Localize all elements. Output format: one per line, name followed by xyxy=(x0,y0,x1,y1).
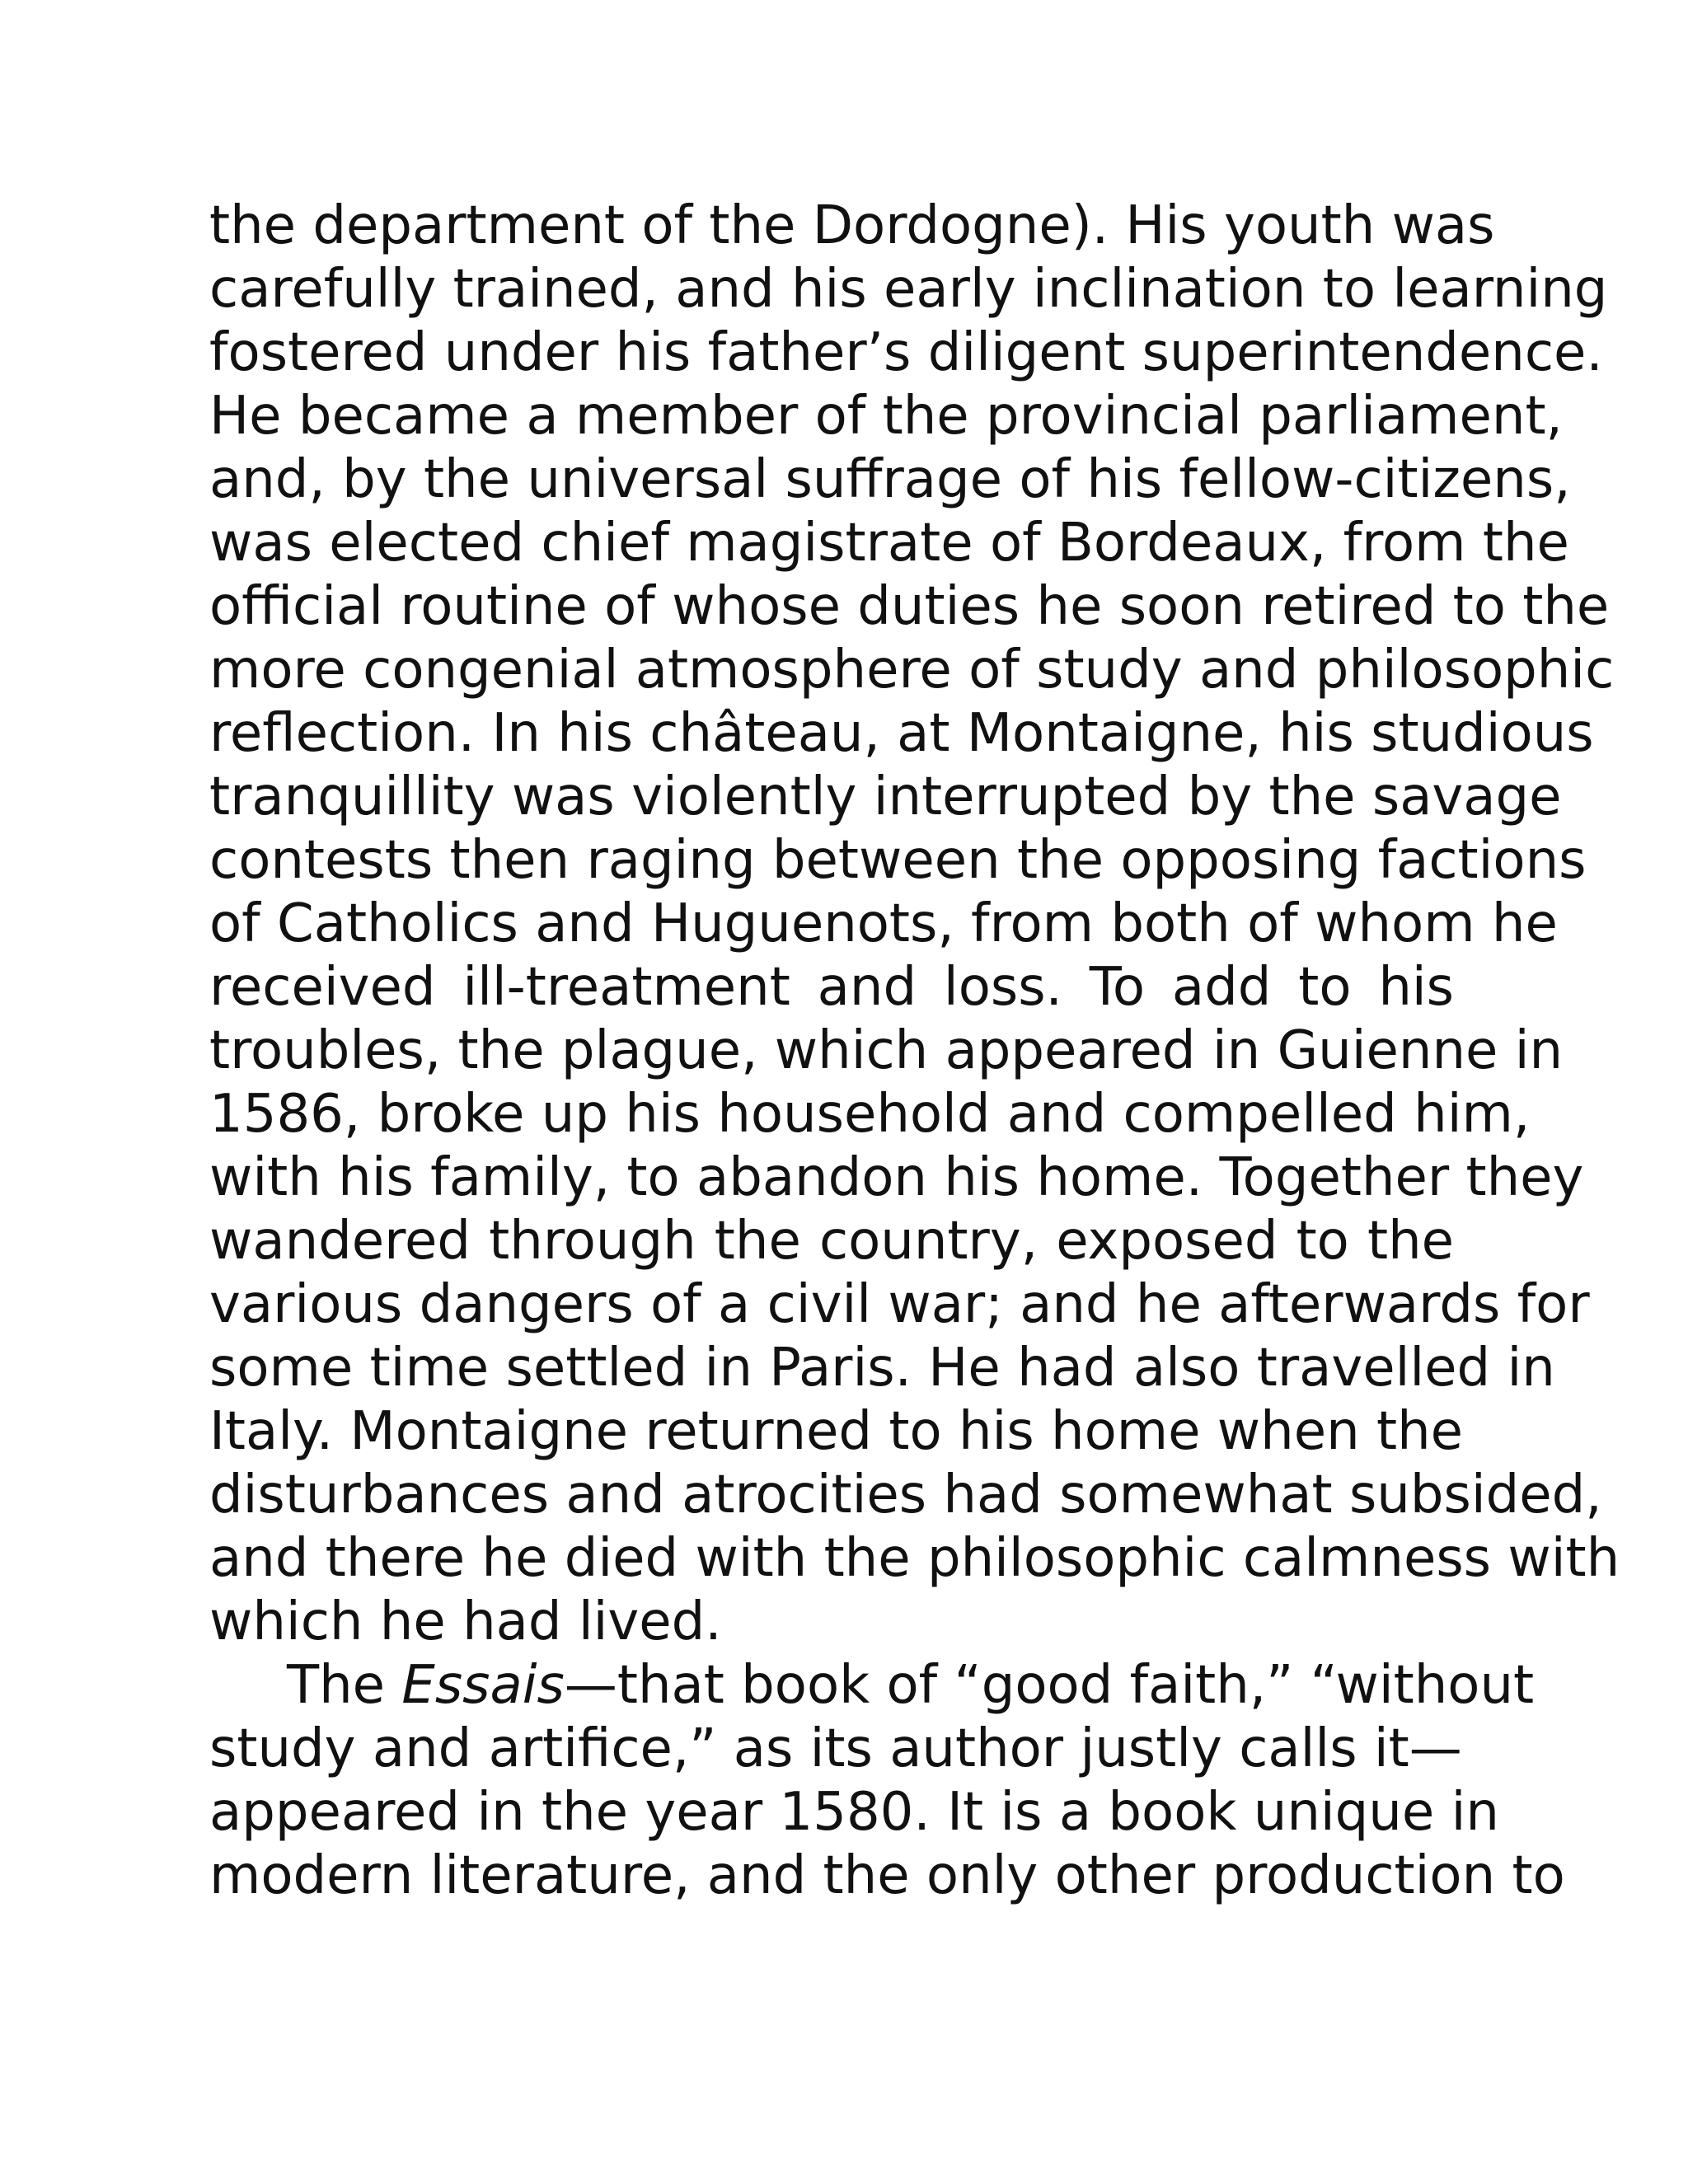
text-line: 1586, broke up his household and compelled him, xyxy=(209,1084,1531,1145)
text-line: official routine of whose duties he soon retired to the xyxy=(209,576,1610,637)
text-line: appeared in the year 1580. It is a book unique in xyxy=(209,1782,1499,1843)
text-line: of Catholics and Huguenots, from both of whom he xyxy=(209,893,1558,954)
text-line: modern literature, and the only other production to xyxy=(209,1845,1565,1906)
text-line: contests then raging between the opposing factions xyxy=(209,830,1587,891)
text-line xyxy=(209,1654,1535,1718)
text-line: wandered through the country, exposed to the xyxy=(209,1211,1454,1272)
text-line: Italy. Montaigne returned to his home when the xyxy=(209,1401,1463,1462)
text-line: carefully trained, and his early inclination to learning xyxy=(209,259,1608,320)
paragraph-1 xyxy=(209,194,1620,1654)
text-line: was elected chief magistrate of Bordeaux, from the xyxy=(209,513,1569,574)
text-line: tranquillity was violently interrupted by the savage xyxy=(209,766,1562,827)
text-span: The xyxy=(287,1655,402,1716)
text-line: and, by the universal suffrage of his fellow-citizens, xyxy=(209,449,1571,510)
text-line: and there he died with the philosophic calmness with xyxy=(209,1528,1620,1589)
text-line: disturbances and atrocities had somewhat subsided, xyxy=(209,1465,1602,1526)
page-body xyxy=(209,194,1620,1908)
text-line: various dangers of a civil war; and he afterwards for xyxy=(209,1274,1590,1335)
paragraph-2 xyxy=(209,1654,1565,1908)
italic-title: Essais xyxy=(401,1655,565,1716)
text-line: study and artifice,” as its author justly calls it— xyxy=(209,1718,1462,1779)
text-line: more congenial atmosphere of study and philosophic xyxy=(209,640,1615,701)
text-span: —that book of “good faith,” “without xyxy=(564,1655,1535,1716)
text-line: fostered under his father’s diligent superintendence. xyxy=(209,322,1603,383)
text-line: received ill-treatment and loss. To add to his xyxy=(209,957,1454,1018)
text-line: troubles, the plague, which appeared in Guienne in xyxy=(209,1020,1564,1081)
text-line: reflection. In his château, at Montaigne, his studious xyxy=(209,703,1594,764)
text-line: which he had lived. xyxy=(209,1591,722,1652)
text-line: with his family, to abandon his home. Together they xyxy=(209,1147,1584,1208)
text-line: the department of the Dordogne). His youth was xyxy=(209,195,1495,256)
text-line: He became a member of the provincial parliament, xyxy=(209,386,1563,447)
text-line: some time settled in Paris. He had also travelled in xyxy=(209,1338,1555,1399)
